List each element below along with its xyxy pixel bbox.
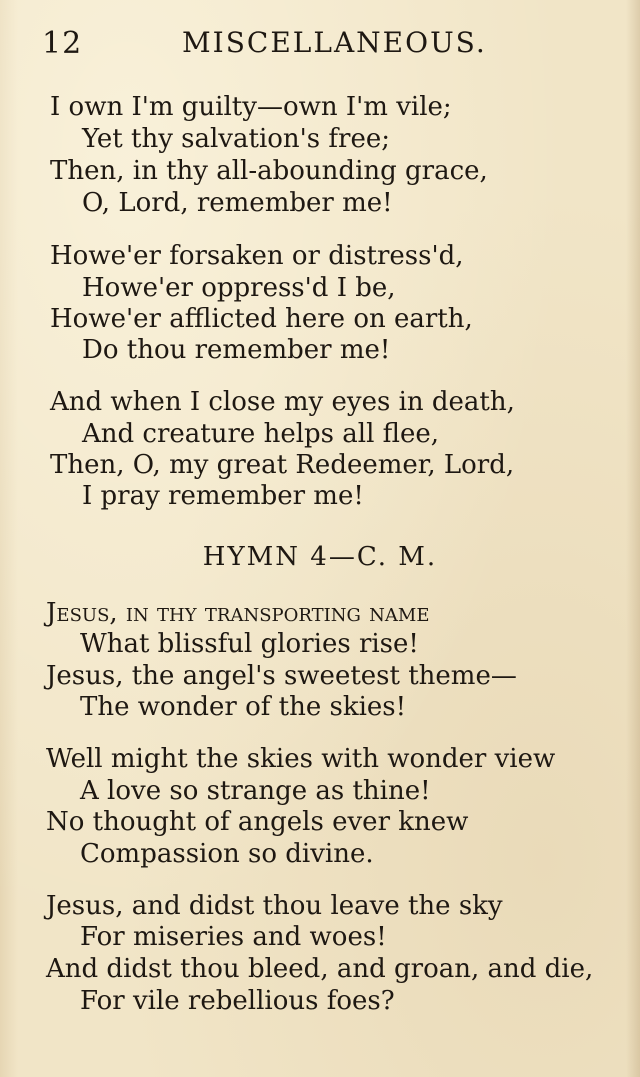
verse-line: Then, in thy all-abounding grace, <box>50 156 488 186</box>
verse-line: I own I'm guilty—own I'm vile; <box>50 92 452 122</box>
verse-line: Jesus, and didst thou leave the sky <box>46 891 503 921</box>
verse-line: Well might the skies with wonder view <box>46 744 556 774</box>
verse-line: Then, O, my great Redeemer, Lord, <box>50 450 515 480</box>
verse-line-text: Jesus, in thy transporting name <box>46 598 430 628</box>
verse-line: Jesus, the angel's sweetest theme— <box>46 661 517 691</box>
verse-line: And creature helps all flee, <box>82 419 440 449</box>
verse-line: I pray remember me! <box>82 481 364 511</box>
verse-line: For miseries and woes! <box>80 922 387 952</box>
verse-line: A love so strange as thine! <box>80 776 431 806</box>
hymn-title: HYMN 4—C. M. <box>202 542 438 572</box>
running-head: MISCELLANEOUS. <box>182 26 487 59</box>
verse-line: For vile rebellious foes? <box>80 986 395 1016</box>
page-number: 12 <box>42 26 83 61</box>
verse-line <box>46 597 429 629</box>
verse-line: What blissful glories rise! <box>80 629 419 659</box>
page-edge-shadow <box>626 0 640 1077</box>
verse-line: No thought of angels ever knew <box>46 807 469 837</box>
verse-line: Howe'er oppress'd I be, <box>82 273 396 303</box>
verse-line: The wonder of the skies! <box>80 692 407 722</box>
verse-line: And didst thou bleed, and groan, and die, <box>46 954 594 984</box>
verse-line: Yet thy salvation's free; <box>82 124 391 154</box>
verse-line: And when I close my eyes in death, <box>50 387 515 417</box>
verse-line: Compassion so divine. <box>80 839 374 869</box>
verse-line: Do thou remember me! <box>82 335 391 365</box>
page-header <box>0 26 640 70</box>
verse-line: Howe'er afflicted here on earth, <box>50 304 473 334</box>
verse-line: O, Lord, remember me! <box>82 188 393 218</box>
verse-line: Howe'er forsaken or distress'd, <box>50 241 464 271</box>
